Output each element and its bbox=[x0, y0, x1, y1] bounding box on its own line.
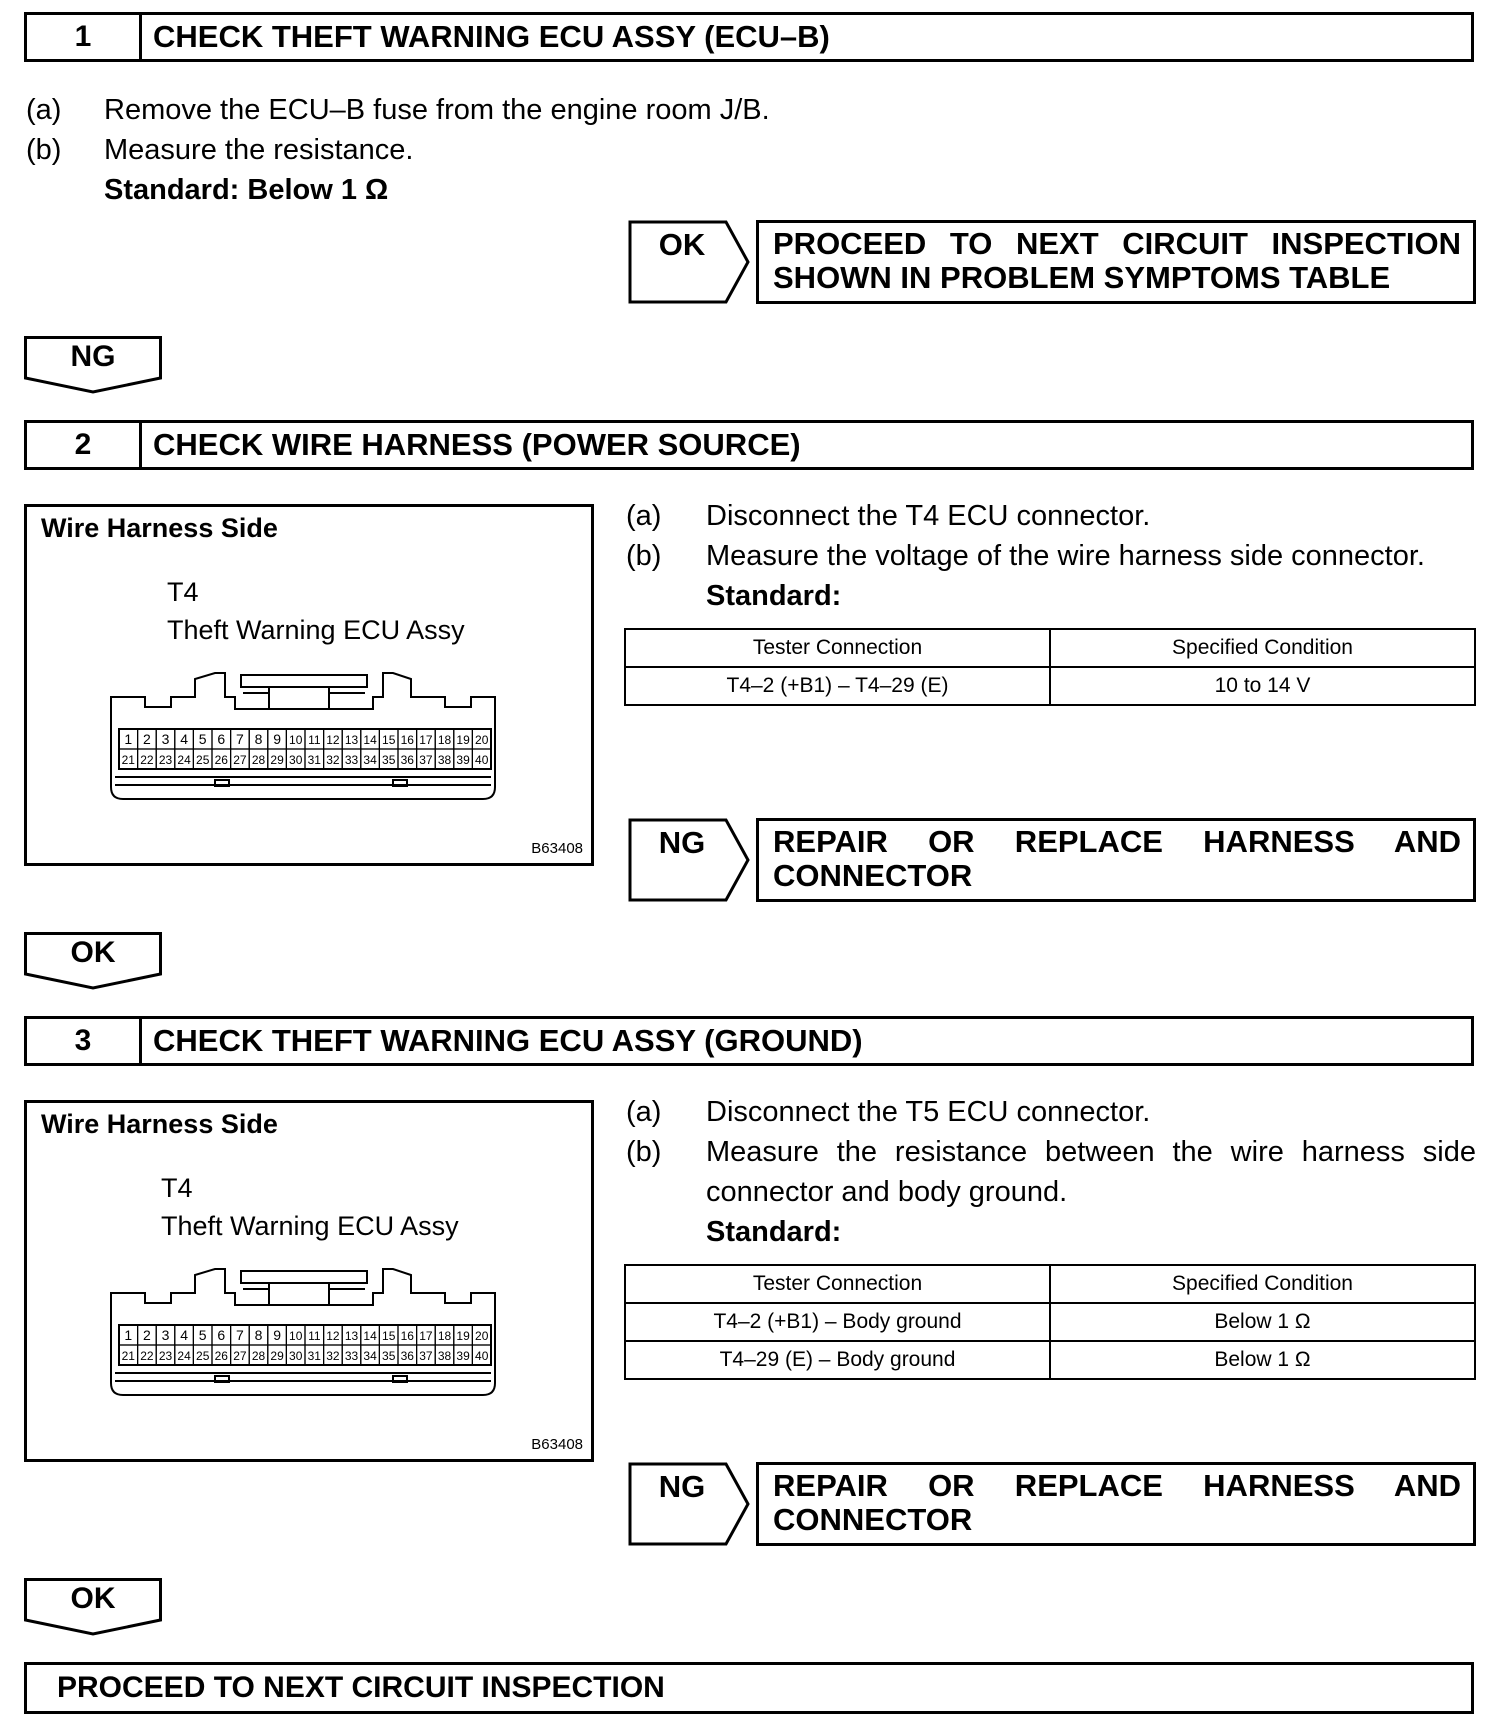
pin-label: 39 bbox=[456, 1349, 470, 1363]
step1-ok-result bbox=[628, 220, 1476, 304]
step2-figure-line1: T4 bbox=[167, 577, 199, 607]
step1-ok-box bbox=[756, 220, 1476, 304]
pin-label: 35 bbox=[382, 1349, 396, 1363]
step2-a-text: Disconnect the T4 ECU connector. bbox=[706, 500, 1151, 532]
pin-label: 38 bbox=[437, 753, 452, 767]
pin-label: 33 bbox=[344, 753, 359, 767]
pin-label: 12 bbox=[326, 733, 340, 747]
step2-ng-line2: CONNECTOR bbox=[773, 858, 973, 893]
pin-label: 17 bbox=[419, 1329, 433, 1343]
pin-label: 13 bbox=[344, 1329, 359, 1343]
step2-number: 2 bbox=[27, 423, 142, 467]
pin-label: 20 bbox=[475, 733, 489, 747]
pin-label: 16 bbox=[400, 733, 414, 747]
step2-figure-code: B63408 bbox=[531, 840, 583, 857]
pin-label: 21 bbox=[121, 1349, 135, 1363]
step1-a-label: (a) bbox=[26, 94, 62, 126]
step1-title: CHECK THEFT WARNING ECU ASSY (ECU–B) bbox=[153, 19, 830, 54]
step2-standard: Standard: bbox=[706, 580, 842, 612]
pin-label: 15 bbox=[382, 1329, 396, 1343]
step3-b-text1: Measure the resistance between the wire harness side bbox=[706, 1136, 1476, 1168]
pin-label: 39 bbox=[456, 753, 470, 767]
step3-figure-heading: Wire Harness Side bbox=[41, 1109, 278, 1139]
col-tester-connection: Tester Connection bbox=[625, 629, 1050, 667]
pin-label: 32 bbox=[326, 1349, 340, 1363]
pin-label: 2 bbox=[143, 731, 151, 747]
pin-label: 9 bbox=[273, 1327, 281, 1343]
pin-label: 37 bbox=[419, 1349, 433, 1363]
pin-label: 34 bbox=[363, 753, 377, 767]
col-specified-condition: Specified Condition bbox=[1050, 629, 1475, 667]
pin-label: 36 bbox=[400, 753, 414, 767]
step2-flow-label: OK bbox=[70, 936, 116, 969]
pin-label: 37 bbox=[419, 753, 433, 767]
pin-label: 29 bbox=[270, 1349, 284, 1363]
step3-a-text: Disconnect the T5 ECU connector. bbox=[706, 1096, 1151, 1128]
final-inspection-bar: PROCEED TO NEXT CIRCUIT INSPECTION bbox=[24, 1662, 1474, 1714]
pin-label: 34 bbox=[363, 1349, 377, 1363]
pin-label: 4 bbox=[180, 1327, 188, 1343]
step3-figure-code: B63408 bbox=[531, 1436, 583, 1453]
step2-a-label: (a) bbox=[626, 500, 662, 532]
pin-label: 6 bbox=[217, 1327, 226, 1343]
table-row bbox=[625, 667, 1475, 705]
pin-label: 27 bbox=[233, 753, 247, 767]
pin-label: 13 bbox=[344, 733, 359, 747]
step3-ng-tag: NG bbox=[658, 1469, 706, 1504]
table-header-row bbox=[625, 629, 1475, 667]
step3-ng-line1: REPAIR OR REPLACE HARNESS AND bbox=[773, 1468, 1461, 1503]
pin-label: 26 bbox=[214, 753, 228, 767]
step3-ok-flow bbox=[24, 1578, 162, 1634]
table-header-row bbox=[625, 1265, 1475, 1303]
pin-label: 24 bbox=[177, 1349, 191, 1363]
col-specified-condition: Specified Condition bbox=[1050, 1265, 1475, 1303]
pin-label: 3 bbox=[161, 1327, 170, 1343]
step2-spec-table bbox=[624, 628, 1476, 706]
pin-label: 17 bbox=[419, 733, 433, 747]
pin-label: 27 bbox=[233, 1349, 247, 1363]
pin-label: 26 bbox=[214, 1349, 228, 1363]
step1-ok-line2: SHOWN IN PROBLEM SYMPTOMS TABLE bbox=[773, 260, 1391, 295]
step1-ok-line1: PROCEED TO NEXT CIRCUIT INSPECTION bbox=[773, 226, 1461, 261]
pin-label: 19 bbox=[456, 733, 470, 747]
pin-label: 32 bbox=[326, 753, 340, 767]
pin-label: 40 bbox=[475, 753, 489, 767]
pin-label: 5 bbox=[198, 731, 207, 747]
step3-a-label: (a) bbox=[626, 1096, 662, 1128]
cell-connection: T4–2 (+B1) – T4–29 (E) bbox=[625, 667, 1050, 705]
step3-b-label: (b) bbox=[626, 1136, 662, 1168]
step3-ng-line2: CONNECTOR bbox=[773, 1502, 973, 1537]
step1-ok-tag: OK bbox=[658, 227, 706, 262]
pin-label: 12 bbox=[326, 1329, 340, 1343]
step3-title: CHECK THEFT WARNING ECU ASSY (GROUND) bbox=[153, 1023, 863, 1058]
cell-connection: T4–29 (E) – Body ground bbox=[625, 1341, 1050, 1379]
pin-label: 30 bbox=[289, 1349, 303, 1363]
pin-label: 38 bbox=[437, 1349, 452, 1363]
step2-ng-box bbox=[756, 818, 1476, 902]
step2-header bbox=[24, 420, 1474, 470]
step2-b-label: (b) bbox=[626, 540, 662, 572]
pin-label: 21 bbox=[121, 753, 135, 767]
pin-label: 15 bbox=[382, 733, 396, 747]
step2-ok-flow bbox=[24, 932, 162, 988]
step1-a-text: Remove the ECU–B fuse from the engine room J/B. bbox=[104, 94, 770, 126]
step2-figure-line2: Theft Warning ECU Assy bbox=[167, 615, 465, 645]
pin-label: 11 bbox=[308, 1329, 321, 1343]
step2-figure bbox=[24, 504, 594, 866]
pin-label: 25 bbox=[196, 753, 210, 767]
pin-label: 10 bbox=[289, 1329, 303, 1343]
pin-label: 23 bbox=[158, 1349, 173, 1363]
step1-standard: Standard: Below 1 Ω bbox=[104, 174, 389, 206]
t4-connector-diagram bbox=[93, 667, 513, 817]
step1-ng-flow bbox=[24, 336, 162, 392]
pin-label: 8 bbox=[254, 731, 263, 747]
pin-label: 3 bbox=[161, 731, 170, 747]
step3-ng-box bbox=[756, 1462, 1476, 1546]
pin-label: 40 bbox=[475, 1349, 489, 1363]
pin-label: 8 bbox=[254, 1327, 263, 1343]
step1-number: 1 bbox=[27, 15, 142, 59]
pin-label: 30 bbox=[289, 753, 303, 767]
step3-spec-table bbox=[624, 1264, 1476, 1380]
pin-label: 7 bbox=[236, 731, 244, 747]
pin-label: 36 bbox=[400, 1349, 414, 1363]
pin-label: 31 bbox=[307, 753, 321, 767]
cell-condition: Below 1 Ω bbox=[1050, 1303, 1475, 1341]
pin-label: 31 bbox=[307, 1349, 321, 1363]
pin-label: 19 bbox=[456, 1329, 470, 1343]
pin-label: 1 bbox=[124, 731, 133, 747]
step3-flow-label: OK bbox=[70, 1582, 116, 1615]
step2-ng-result bbox=[628, 818, 1476, 902]
pin-label: 22 bbox=[140, 753, 154, 767]
step1-header bbox=[24, 12, 1474, 62]
step2-title: CHECK WIRE HARNESS (POWER SOURCE) bbox=[153, 427, 801, 462]
step3-b-text2: connector and body ground. bbox=[706, 1176, 1068, 1208]
pin-label: 4 bbox=[180, 731, 188, 747]
cell-connection: T4–2 (+B1) – Body ground bbox=[625, 1303, 1050, 1341]
table-row bbox=[625, 1303, 1475, 1341]
pin-label: 10 bbox=[289, 733, 303, 747]
pin-label: 35 bbox=[382, 753, 396, 767]
step1-flow-label: NG bbox=[70, 340, 116, 373]
pin-label: 6 bbox=[217, 731, 226, 747]
step3-standard: Standard: bbox=[706, 1216, 842, 1248]
pin-label: 28 bbox=[251, 1349, 266, 1363]
step3-figure-line1: T4 bbox=[161, 1173, 193, 1203]
t4-connector-diagram bbox=[93, 1263, 513, 1413]
pin-label: 28 bbox=[251, 753, 266, 767]
step3-figure bbox=[24, 1100, 594, 1462]
step2-b-text: Measure the voltage of the wire harness side connector. bbox=[706, 540, 1425, 572]
pin-label: 29 bbox=[270, 753, 284, 767]
pin-label: 22 bbox=[140, 1349, 154, 1363]
step2-figure-heading: Wire Harness Side bbox=[41, 513, 278, 543]
pin-label: 5 bbox=[198, 1327, 207, 1343]
cell-condition: 10 to 14 V bbox=[1050, 667, 1475, 705]
pin-label: 11 bbox=[308, 733, 321, 747]
step2-ng-tag: NG bbox=[658, 825, 706, 860]
pin-label: 2 bbox=[143, 1327, 151, 1343]
cell-condition: Below 1 Ω bbox=[1050, 1341, 1475, 1379]
pin-label: 23 bbox=[158, 753, 173, 767]
step3-header bbox=[24, 1016, 1474, 1066]
pin-label: 24 bbox=[177, 753, 191, 767]
step3-ng-result bbox=[628, 1462, 1476, 1546]
table-row bbox=[625, 1341, 1475, 1379]
step1-b-text: Measure the resistance. bbox=[104, 134, 414, 166]
pin-label: 14 bbox=[363, 1329, 377, 1343]
col-tester-connection: Tester Connection bbox=[625, 1265, 1050, 1303]
step1-b-label: (b) bbox=[26, 134, 62, 166]
pin-label: 33 bbox=[344, 1349, 359, 1363]
pin-label: 18 bbox=[437, 1329, 452, 1343]
pin-label: 20 bbox=[475, 1329, 489, 1343]
pin-label: 9 bbox=[273, 731, 281, 747]
pin-label: 7 bbox=[236, 1327, 244, 1343]
pin-label: 18 bbox=[437, 733, 452, 747]
step2-ng-line1: REPAIR OR REPLACE HARNESS AND bbox=[773, 824, 1461, 859]
pin-label: 16 bbox=[400, 1329, 414, 1343]
pin-label: 25 bbox=[196, 1349, 210, 1363]
pin-label: 14 bbox=[363, 733, 377, 747]
step3-figure-line2: Theft Warning ECU Assy bbox=[161, 1211, 459, 1241]
pin-label: 1 bbox=[124, 1327, 133, 1343]
step3-number: 3 bbox=[27, 1019, 142, 1063]
